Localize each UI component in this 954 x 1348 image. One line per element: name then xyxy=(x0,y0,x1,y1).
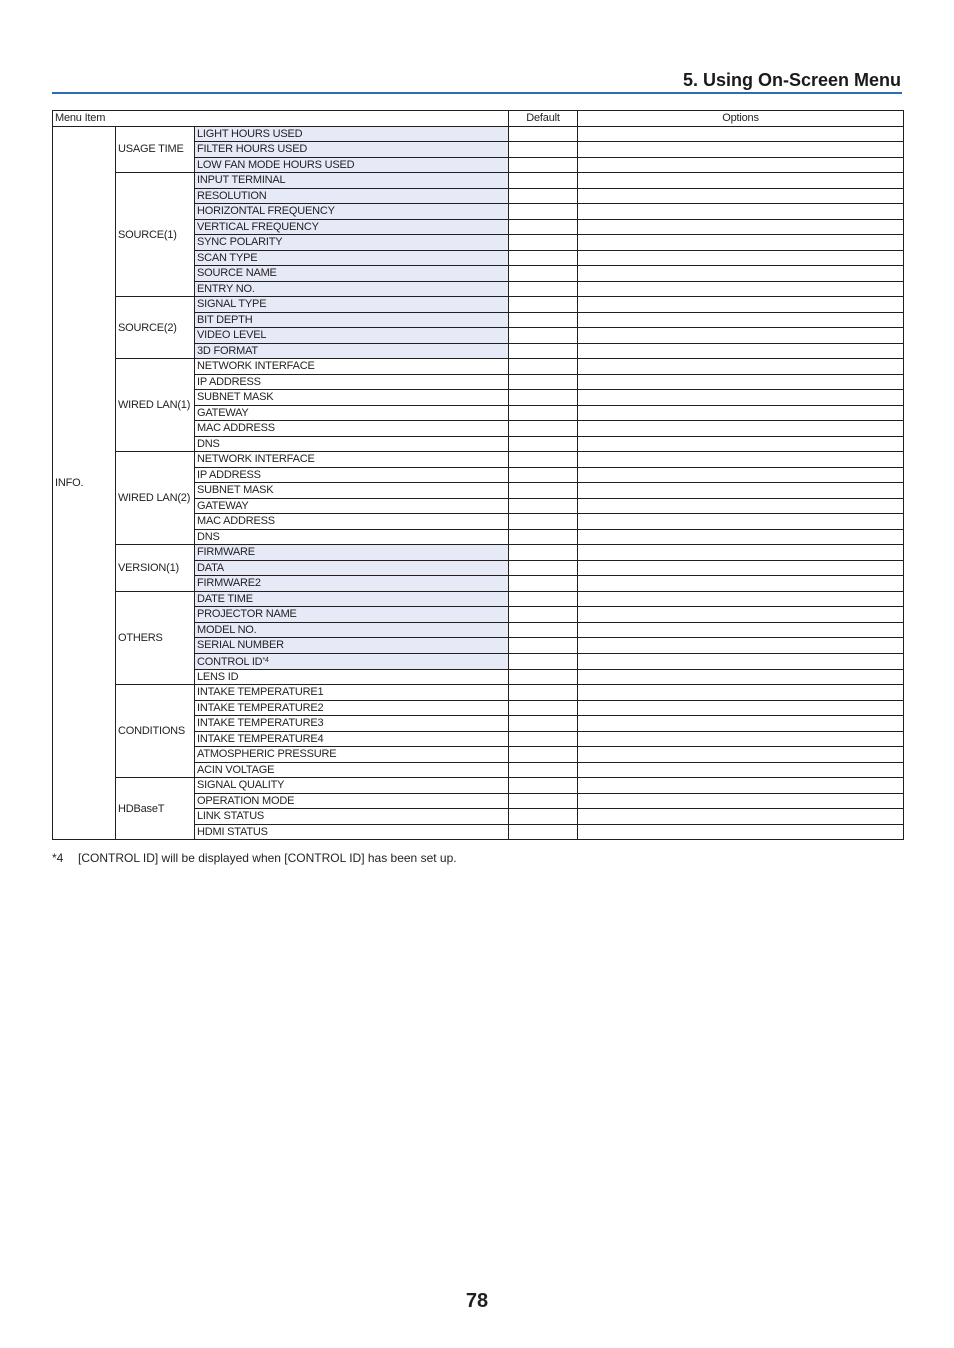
options-cell xyxy=(578,343,904,359)
options-cell xyxy=(578,793,904,809)
sub-item-cell xyxy=(195,824,509,840)
default-cell xyxy=(509,824,578,840)
sub-item-label: IP ADDRESS xyxy=(197,468,261,481)
default-cell xyxy=(509,374,578,390)
sub-item-label: HDMI STATUS xyxy=(197,825,268,838)
options-cell xyxy=(578,638,904,654)
sub-item-cell xyxy=(195,343,509,359)
options-cell xyxy=(578,483,904,499)
default-cell xyxy=(509,716,578,732)
sub-item-cell xyxy=(195,498,509,514)
sub-item-label: LENS ID xyxy=(197,670,239,683)
page-title: 5. Using On-Screen Menu xyxy=(682,70,901,90)
sub-item-cell xyxy=(195,607,509,623)
default-cell xyxy=(509,529,578,545)
default-cell xyxy=(509,514,578,530)
options-cell xyxy=(578,219,904,235)
footnote-ref: *4 xyxy=(262,656,269,664)
default-cell xyxy=(509,312,578,328)
options-cell xyxy=(578,235,904,251)
options-cell xyxy=(578,126,904,142)
sub-item-cell xyxy=(195,483,509,499)
sub-item-cell xyxy=(195,390,509,406)
category-cell: INFO. xyxy=(53,126,116,840)
sub-item-label: INTAKE TEMPERATURE3 xyxy=(197,717,324,730)
group-cell: WIRED LAN(2) xyxy=(116,452,195,545)
options-cell xyxy=(578,747,904,763)
group-cell: CONDITIONS xyxy=(116,685,195,778)
sub-item-cell xyxy=(195,809,509,825)
sub-item-cell xyxy=(195,281,509,297)
table-row xyxy=(53,173,904,189)
sub-item-label: SIGNAL QUALITY xyxy=(197,779,285,792)
sub-item-label: FILTER HOURS USED xyxy=(197,143,308,156)
table-row xyxy=(53,126,904,142)
sub-item-cell xyxy=(195,157,509,173)
sub-item-cell xyxy=(195,359,509,375)
options-cell xyxy=(578,607,904,623)
options-cell xyxy=(578,297,904,313)
sub-item-label: FIRMWARE2 xyxy=(197,577,261,590)
default-cell xyxy=(509,653,578,669)
column-header-menu-item: Menu Item xyxy=(53,111,509,127)
default-cell xyxy=(509,204,578,220)
sub-item-cell xyxy=(195,700,509,716)
default-cell xyxy=(509,793,578,809)
options-cell xyxy=(578,188,904,204)
sub-item-cell xyxy=(195,545,509,561)
sub-item-cell xyxy=(195,514,509,530)
sub-item-label: SERIAL NUMBER xyxy=(197,639,284,652)
default-cell xyxy=(509,545,578,561)
sub-item-label: INTAKE TEMPERATURE2 xyxy=(197,701,324,714)
sub-item-label: VERTICAL FREQUENCY xyxy=(197,220,319,233)
sub-item-label: DATA xyxy=(197,561,224,574)
default-cell xyxy=(509,142,578,158)
default-cell xyxy=(509,421,578,437)
sub-item-label: GATEWAY xyxy=(197,499,249,512)
sub-item-label: PROJECTOR NAME xyxy=(197,608,297,621)
sub-item-cell xyxy=(195,762,509,778)
sub-item-label: OPERATION MODE xyxy=(197,794,295,807)
group-cell: VERSION(1) xyxy=(116,545,195,592)
options-cell xyxy=(578,700,904,716)
options-cell xyxy=(578,281,904,297)
sub-item-cell xyxy=(195,560,509,576)
default-cell xyxy=(509,778,578,794)
sub-item-cell xyxy=(195,219,509,235)
page-number: 78 xyxy=(465,1290,489,1312)
menu-table xyxy=(52,110,904,840)
table-row xyxy=(53,545,904,561)
header-rule xyxy=(52,92,902,94)
sub-item-cell xyxy=(195,312,509,328)
options-cell xyxy=(578,421,904,437)
options-cell xyxy=(578,374,904,390)
default-cell xyxy=(509,685,578,701)
sub-item-label: INTAKE TEMPERATURE1 xyxy=(197,686,324,699)
sub-item-label: SUBNET MASK xyxy=(197,484,274,497)
sub-item-cell xyxy=(195,452,509,468)
options-cell xyxy=(578,622,904,638)
sub-item-cell xyxy=(195,250,509,266)
sub-item-cell xyxy=(195,638,509,654)
footnote-text: [CONTROL ID] will be displayed when [CONTROL ID] has been set up. xyxy=(78,851,457,865)
default-cell xyxy=(509,747,578,763)
sub-item-cell xyxy=(195,142,509,158)
default-cell xyxy=(509,173,578,189)
sub-item-cell xyxy=(195,297,509,313)
default-cell xyxy=(509,188,578,204)
sub-item-label: SOURCE NAME xyxy=(197,267,277,280)
default-cell xyxy=(509,266,578,282)
sub-item-label: HORIZONTAL FREQUENCY xyxy=(197,205,335,218)
sub-item-label: SIGNAL TYPE xyxy=(197,298,267,311)
default-cell xyxy=(509,328,578,344)
default-cell xyxy=(509,157,578,173)
sub-item-cell xyxy=(195,126,509,142)
sub-item-label: FIRMWARE xyxy=(197,546,255,559)
sub-item-cell xyxy=(195,188,509,204)
table-row xyxy=(53,359,904,375)
footnote-mark: *4 xyxy=(52,851,64,865)
table-row xyxy=(53,778,904,794)
sub-item-label: INTAKE TEMPERATURE4 xyxy=(197,732,324,745)
group-cell: SOURCE(2) xyxy=(116,297,195,359)
options-cell xyxy=(578,560,904,576)
default-cell xyxy=(509,297,578,313)
sub-item-label: ATMOSPHERIC PRESSURE xyxy=(197,748,337,761)
sub-item-label: NETWORK INTERFACE xyxy=(197,360,315,373)
options-cell xyxy=(578,157,904,173)
options-cell xyxy=(578,529,904,545)
default-cell xyxy=(509,281,578,297)
default-cell xyxy=(509,809,578,825)
sub-item-label: IP ADDRESS xyxy=(197,375,261,388)
default-cell xyxy=(509,622,578,638)
column-header-default: Default xyxy=(509,111,578,127)
default-cell xyxy=(509,483,578,499)
default-cell xyxy=(509,359,578,375)
default-cell xyxy=(509,235,578,251)
default-cell xyxy=(509,669,578,685)
options-cell xyxy=(578,250,904,266)
options-cell xyxy=(578,731,904,747)
options-cell xyxy=(578,716,904,732)
sub-item-label: ENTRY NO. xyxy=(197,282,255,295)
sub-item-label: MAC ADDRESS xyxy=(197,515,275,528)
options-cell xyxy=(578,204,904,220)
sub-item-cell xyxy=(195,328,509,344)
options-cell xyxy=(578,514,904,530)
group-cell: HDBaseT xyxy=(116,778,195,840)
group-cell: WIRED LAN(1) xyxy=(116,359,195,452)
table-row xyxy=(53,591,904,607)
group-cell: SOURCE(1) xyxy=(116,173,195,297)
options-cell xyxy=(578,545,904,561)
options-cell xyxy=(578,359,904,375)
default-cell xyxy=(509,436,578,452)
sub-item-label: MAC ADDRESS xyxy=(197,422,275,435)
sub-item-cell xyxy=(195,421,509,437)
options-cell xyxy=(578,266,904,282)
sub-item-label: VIDEO LEVEL xyxy=(197,329,267,342)
table-header-row xyxy=(53,111,904,127)
menu-table-body xyxy=(53,126,904,840)
default-cell xyxy=(509,390,578,406)
options-cell xyxy=(578,390,904,406)
options-cell xyxy=(578,498,904,514)
sub-item-label: DNS xyxy=(197,530,220,543)
options-cell xyxy=(578,312,904,328)
default-cell xyxy=(509,467,578,483)
sub-item-label: LIGHT HOURS USED xyxy=(197,127,303,140)
sub-item-cell xyxy=(195,653,509,669)
sub-item-label: CONTROL ID xyxy=(197,655,263,668)
options-cell xyxy=(578,653,904,669)
sub-item-label: DATE TIME xyxy=(197,592,253,605)
sub-item-cell xyxy=(195,778,509,794)
default-cell xyxy=(509,498,578,514)
sub-item-cell xyxy=(195,591,509,607)
sub-item-label: SCAN TYPE xyxy=(197,251,258,264)
column-header-options: Options xyxy=(578,111,904,127)
default-cell xyxy=(509,607,578,623)
sub-item-cell xyxy=(195,235,509,251)
options-cell xyxy=(578,452,904,468)
default-cell xyxy=(509,762,578,778)
options-cell xyxy=(578,824,904,840)
options-cell xyxy=(578,669,904,685)
sub-item-label: SUBNET MASK xyxy=(197,391,274,404)
sub-item-cell xyxy=(195,405,509,421)
options-cell xyxy=(578,591,904,607)
options-cell xyxy=(578,436,904,452)
sub-item-label: DNS xyxy=(197,437,220,450)
sub-item-cell xyxy=(195,374,509,390)
sub-item-cell xyxy=(195,266,509,282)
default-cell xyxy=(509,250,578,266)
options-cell xyxy=(578,405,904,421)
sub-item-cell xyxy=(195,467,509,483)
table-row xyxy=(53,452,904,468)
table-row xyxy=(53,297,904,313)
default-cell xyxy=(509,576,578,592)
default-cell xyxy=(509,452,578,468)
options-cell xyxy=(578,762,904,778)
default-cell xyxy=(509,405,578,421)
default-cell xyxy=(509,591,578,607)
options-cell xyxy=(578,328,904,344)
sub-item-label: BIT DEPTH xyxy=(197,313,253,326)
default-cell xyxy=(509,126,578,142)
sub-item-label: RESOLUTION xyxy=(197,189,267,202)
sub-item-cell xyxy=(195,669,509,685)
sub-item-label: LOW FAN MODE HOURS USED xyxy=(197,158,355,171)
options-cell xyxy=(578,685,904,701)
sub-item-label: INPUT TERMINAL xyxy=(197,174,286,187)
group-cell: USAGE TIME xyxy=(116,126,195,173)
default-cell xyxy=(509,219,578,235)
sub-item-cell xyxy=(195,173,509,189)
sub-item-label: ACIN VOLTAGE xyxy=(197,763,275,776)
table-row xyxy=(53,685,904,701)
options-cell xyxy=(578,778,904,794)
options-cell xyxy=(578,809,904,825)
sub-item-cell xyxy=(195,747,509,763)
sub-item-cell xyxy=(195,685,509,701)
sub-item-cell xyxy=(195,436,509,452)
sub-item-cell xyxy=(195,716,509,732)
sub-item-label: SYNC POLARITY xyxy=(197,236,283,249)
sub-item-label: 3D FORMAT xyxy=(197,344,258,357)
sub-item-label: GATEWAY xyxy=(197,406,249,419)
sub-item-label: LINK STATUS xyxy=(197,810,265,823)
sub-item-cell xyxy=(195,622,509,638)
default-cell xyxy=(509,731,578,747)
sub-item-label: MODEL NO. xyxy=(197,623,257,636)
footnote xyxy=(52,851,457,865)
options-cell xyxy=(578,576,904,592)
group-cell: OTHERS xyxy=(116,591,195,685)
options-cell xyxy=(578,142,904,158)
sub-item-cell xyxy=(195,204,509,220)
default-cell xyxy=(509,638,578,654)
options-cell xyxy=(578,173,904,189)
sub-item-cell xyxy=(195,529,509,545)
default-cell xyxy=(509,343,578,359)
sub-item-cell xyxy=(195,793,509,809)
options-cell xyxy=(578,467,904,483)
sub-item-cell xyxy=(195,731,509,747)
default-cell xyxy=(509,700,578,716)
default-cell xyxy=(509,560,578,576)
sub-item-cell xyxy=(195,576,509,592)
sub-item-label: NETWORK INTERFACE xyxy=(197,453,315,466)
